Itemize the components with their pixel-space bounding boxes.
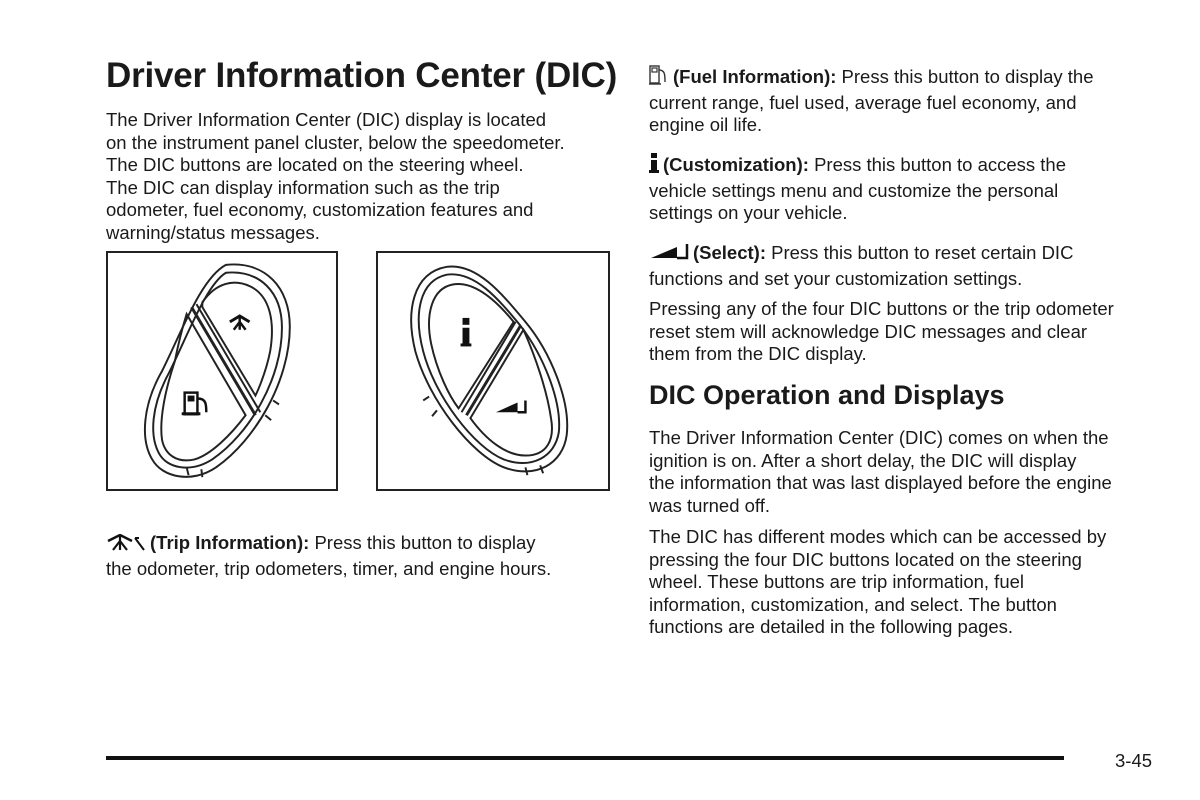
acknowledge-line: reset stem will acknowledge DIC messages and clear — [649, 320, 1088, 342]
operation-line: was turned off. — [649, 494, 771, 516]
fuel-info-term: (Fuel Information): — [673, 66, 837, 87]
info-i-icon — [649, 152, 659, 180]
fuel-pump-icon — [182, 393, 207, 416]
trip-info-text: Press this button to display — [314, 532, 536, 553]
intro-line: The Driver Information Center (DIC) display is located — [106, 109, 547, 130]
modes-paragraph — [649, 526, 1159, 639]
modes-line: pressing the four DIC buttons located on the steering — [649, 548, 1082, 570]
page-title: Driver Information Center (DIC) — [106, 56, 618, 95]
intro-line: on the instrument panel cluster, below the speedometer. — [106, 131, 565, 153]
fuel-info-text: current range, fuel used, average fuel economy, and — [649, 91, 1077, 113]
custom-select-buttons-illustration — [378, 253, 608, 489]
customization-text: vehicle settings menu and customize the personal — [649, 179, 1059, 201]
operation-line: The Driver Information Center (DIC) comes on when the — [649, 427, 1109, 448]
intro-line: The DIC can display information such as the trip — [106, 176, 500, 198]
modes-line: information, customization, and select. The button — [649, 593, 1057, 615]
intro-line: odometer, fuel economy, customization features and — [106, 199, 534, 220]
operation-line: ignition is on. After a short delay, the DIC will display — [649, 449, 1077, 471]
modes-line: The DIC has different modes which can be accessed by — [649, 526, 1107, 547]
customization-term: (Customization): — [663, 154, 809, 175]
trip-info-icon — [230, 316, 250, 330]
section-heading: DIC Operation and Displays — [649, 380, 1005, 410]
acknowledge-paragraph — [649, 298, 1159, 366]
intro-paragraph — [106, 109, 614, 244]
trip-info-term: (Trip Information): — [150, 532, 310, 553]
trip-info-text: the odometer, trip odometers, timer, and engine hours. — [106, 557, 552, 579]
fuel-pump-icon — [649, 64, 669, 92]
page-number: 3-45 — [1115, 750, 1153, 771]
select-arrow-icon — [649, 242, 689, 268]
select-term: (Select): — [693, 242, 766, 263]
custom-select-buttons-figure — [376, 251, 610, 491]
operation-line: the information that was last displayed before the engine — [649, 472, 1112, 493]
acknowledge-line: Pressing any of the four DIC buttons or the trip odometer — [649, 298, 1114, 319]
footer-divider — [106, 756, 1064, 760]
trip-fuel-buttons-figure — [106, 251, 338, 491]
acknowledge-line: them from the DIC display. — [649, 343, 867, 364]
select-text: functions and set your customization settings. — [649, 267, 1023, 289]
info-i-icon — [461, 318, 472, 347]
operation-paragraph — [649, 427, 1159, 517]
modes-line: wheel. These buttons are trip information, fuel — [649, 571, 1025, 592]
trip-info-paragraph — [106, 532, 614, 580]
customization-text: settings on your vehicle. — [649, 202, 848, 223]
fuel-info-text: Press this button to display the — [841, 66, 1094, 87]
trip-fuel-buttons-illustration — [108, 253, 336, 489]
select-paragraph — [649, 242, 1159, 290]
select-text: Press this button to reset certain DIC — [771, 242, 1074, 263]
modes-line: functions are detailed in the following pages. — [649, 616, 1014, 637]
fuel-info-paragraph — [649, 64, 1159, 137]
trip-info-icon — [106, 534, 146, 558]
select-arrow-icon — [496, 400, 525, 412]
customization-paragraph — [649, 152, 1159, 225]
intro-line: The DIC buttons are located on the steering wheel. — [106, 154, 524, 175]
customization-text: Press this button to access the — [814, 154, 1067, 175]
intro-line: warning/status messages. — [106, 221, 320, 243]
fuel-info-text: engine oil life. — [649, 114, 763, 135]
